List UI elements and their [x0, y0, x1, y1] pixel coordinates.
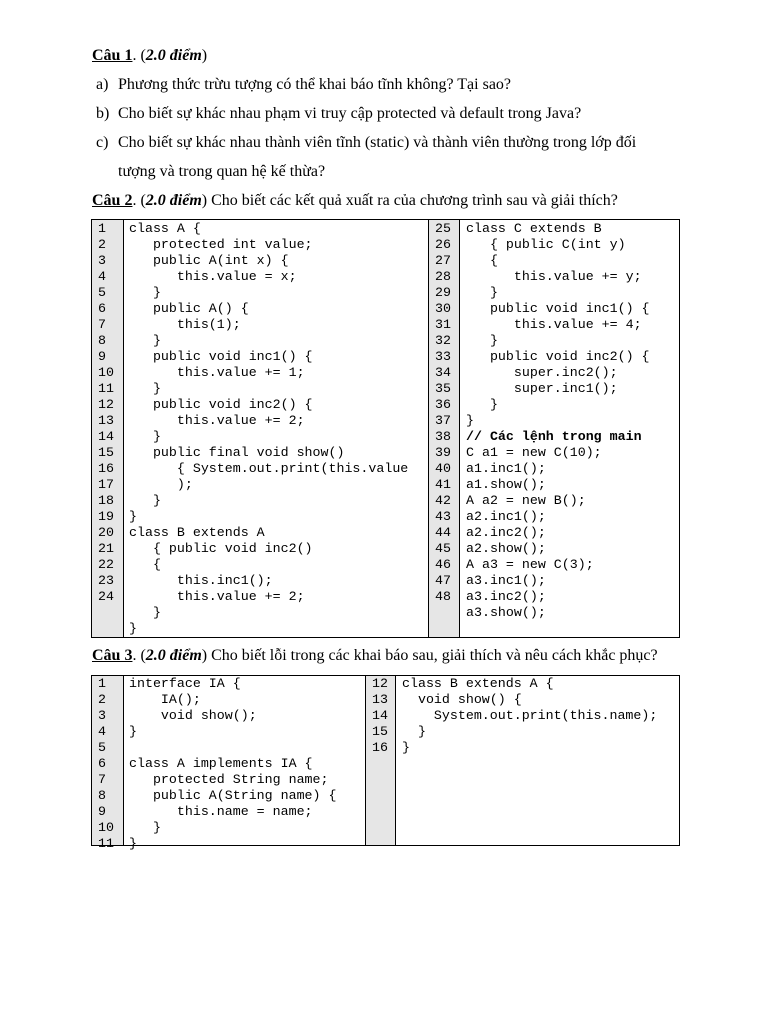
line-number: 30 — [435, 301, 451, 316]
line-number: 16 — [98, 461, 114, 476]
question-prompt: Cho biết các kết quả xuất ra của chương trình sau và giải thích? — [211, 192, 618, 209]
line-number: 14 — [98, 429, 114, 444]
line-number: 15 — [372, 724, 388, 739]
code-listing-left — [129, 221, 408, 637]
code-line: // Các lệnh trong main — [466, 429, 642, 444]
question-2-heading: Câu 2. (2.0 điểm) Cho biết các kết quả xuất ra của chương trình sau và giải thích? — [92, 192, 618, 209]
line-number: 1 — [98, 221, 106, 236]
code-line: IA(); — [129, 692, 201, 707]
line-number: 16 — [372, 740, 388, 755]
line-number: 23 — [98, 573, 114, 588]
code-line: a1.show(); — [466, 477, 546, 492]
line-numbers-right — [435, 221, 451, 605]
code-line: } — [129, 493, 161, 508]
code-line: this.inc1(); — [129, 573, 273, 588]
code-line: } — [466, 413, 474, 428]
question-number: Câu 2 — [92, 192, 133, 209]
code-line: class A { — [129, 221, 201, 236]
code-line: a3.inc1(); — [466, 573, 546, 588]
code-line: a2.show(); — [466, 541, 546, 556]
code-line: } — [129, 605, 161, 620]
code-line: this.value += y; — [466, 269, 642, 284]
code-line: public void inc1() { — [129, 349, 313, 364]
line-number: 9 — [98, 804, 106, 819]
line-number: 1 — [98, 676, 106, 691]
line-numbers-left — [98, 676, 114, 852]
line-number: 44 — [435, 525, 451, 540]
code-line: public void inc2() { — [129, 397, 313, 412]
code-line: this.value += 2; — [129, 413, 305, 428]
code-line: this.value += 1; — [129, 365, 305, 380]
line-number: 32 — [435, 333, 451, 348]
code-line: void show(); — [129, 708, 257, 723]
code-line: } — [466, 285, 498, 300]
line-number: 7 — [98, 772, 106, 787]
code-line: { public void inc2() — [129, 541, 313, 556]
code-line: super.inc1(); — [466, 381, 618, 396]
line-number: 3 — [98, 253, 106, 268]
line-numbers-left — [98, 221, 114, 605]
code-line: this.name = name; — [129, 804, 313, 819]
code-line: a3.show(); — [466, 605, 546, 620]
code-line: class B extends A — [129, 525, 265, 540]
line-number: 4 — [98, 724, 106, 739]
line-number: 31 — [435, 317, 451, 332]
line-number: 13 — [98, 413, 114, 428]
code-line: } — [129, 285, 161, 300]
column-divider — [459, 220, 460, 637]
code-line: this(1); — [129, 317, 241, 332]
line-number: 11 — [98, 836, 114, 851]
code-line: } — [129, 333, 161, 348]
line-number: 10 — [98, 820, 114, 835]
code-line: } — [466, 333, 498, 348]
line-number: 47 — [435, 573, 451, 588]
item-text: Cho biết sự khác nhau phạm vi truy cập protected và default trong Java? — [118, 105, 582, 122]
line-number: 13 — [372, 692, 388, 707]
question-number: Câu 1 — [92, 47, 133, 64]
item-text-continued: tượng và trong quan hệ kế thừa? — [118, 163, 326, 180]
code-line: a2.inc1(); — [466, 509, 546, 524]
code-line: } — [129, 724, 137, 739]
code-line: public final void show() — [129, 445, 345, 460]
code-listing-right — [402, 676, 657, 756]
line-number: 45 — [435, 541, 451, 556]
code-line: interface IA { — [129, 676, 241, 691]
line-number: 36 — [435, 397, 451, 412]
code-listing-left — [129, 676, 336, 852]
code-listing-right — [466, 221, 650, 621]
code-line: } — [402, 724, 426, 739]
line-number: 10 — [98, 365, 114, 380]
line-number: 8 — [98, 333, 106, 348]
code-line: public A() { — [129, 301, 249, 316]
line-number: 2 — [98, 692, 106, 707]
code-line: public A(int x) { — [129, 253, 289, 268]
line-number: 9 — [98, 349, 106, 364]
item-label: a) — [96, 76, 109, 93]
line-number: 42 — [435, 493, 451, 508]
code-line: } — [466, 397, 498, 412]
code-line: a3.inc2(); — [466, 589, 546, 604]
line-number: 40 — [435, 461, 451, 476]
code-line: this.value += 2; — [129, 589, 305, 604]
question-3-heading: Câu 3. (2.0 điểm) Cho biết lỗi trong các khai báo sau, giải thích và nêu cách khắc phục? — [92, 647, 658, 664]
line-number: 21 — [98, 541, 114, 556]
code-line: public void inc2() { — [466, 349, 650, 364]
question-number: Câu 3 — [92, 647, 133, 664]
line-number: 48 — [435, 589, 451, 604]
code-line — [129, 740, 336, 756]
question-prompt: Cho biết lỗi trong các khai báo sau, giải thích và nêu cách khắc phục? — [211, 647, 658, 664]
line-number: 24 — [98, 589, 114, 604]
line-number: 6 — [98, 756, 106, 771]
code-line: { — [129, 557, 161, 572]
question-1-heading: Câu 1. (2.0 điểm) — [92, 47, 208, 64]
line-number: 46 — [435, 557, 451, 572]
line-number: 35 — [435, 381, 451, 396]
code-line: protected int value; — [129, 237, 313, 252]
code-line: class C extends B — [466, 221, 602, 236]
line-number: 20 — [98, 525, 114, 540]
code-line: { public C(int y) — [466, 237, 626, 252]
line-number: 34 — [435, 365, 451, 380]
line-number: 3 — [98, 708, 106, 723]
code-line: a1.inc1(); — [466, 461, 546, 476]
line-number: 8 — [98, 788, 106, 803]
question-3-code-table — [91, 675, 680, 851]
line-number: 39 — [435, 445, 451, 460]
line-number: 4 — [98, 269, 106, 284]
code-line: public void inc1() { — [466, 301, 650, 316]
line-number: 15 — [98, 445, 114, 460]
code-line: ); — [129, 477, 193, 492]
line-number: 38 — [435, 429, 451, 444]
code-line: protected String name; — [129, 772, 329, 787]
question-2-code-table — [91, 219, 680, 638]
code-line: } — [129, 429, 161, 444]
column-divider — [395, 676, 396, 845]
line-number: 29 — [435, 285, 451, 300]
code-line: a2.inc2(); — [466, 525, 546, 540]
line-number: 19 — [98, 509, 114, 524]
column-divider — [123, 220, 124, 637]
line-number: 2 — [98, 237, 106, 252]
line-number: 33 — [435, 349, 451, 364]
line-number: 11 — [98, 381, 114, 396]
line-number: 7 — [98, 317, 106, 332]
code-line: } — [129, 509, 137, 524]
line-number: 6 — [98, 301, 106, 316]
line-number: 12 — [98, 397, 114, 412]
code-line: } — [129, 381, 161, 396]
code-line: { — [466, 253, 498, 268]
code-line: A a2 = new B(); — [466, 493, 586, 508]
code-line: { System.out.print(this.value — [129, 461, 409, 476]
line-number: 22 — [98, 557, 114, 572]
code-line: class B extends A { — [402, 676, 554, 691]
item-text: Cho biết sự khác nhau thành viên tĩnh (static) và thành viên thường trong lớp đối — [118, 134, 637, 151]
line-number: 12 — [372, 676, 388, 691]
code-line: C a1 = new C(10); — [466, 445, 602, 460]
code-line: public A(String name) { — [129, 788, 337, 803]
line-number: 17 — [98, 477, 114, 492]
line-number: 25 — [435, 221, 451, 236]
code-line: } — [402, 740, 410, 755]
line-number: 37 — [435, 413, 451, 428]
line-number: 5 — [98, 285, 106, 300]
code-line: } — [129, 836, 137, 851]
code-line: A a3 = new C(3); — [466, 557, 594, 572]
question-points: 2.0 điểm — [145, 47, 202, 64]
code-line: super.inc2(); — [466, 365, 618, 380]
code-line: void show() { — [402, 692, 522, 707]
line-number: 26 — [435, 237, 451, 252]
code-line: } — [129, 621, 137, 636]
item-label: c) — [96, 134, 109, 151]
item-text: Phương thức trừu tượng có thể khai báo tĩnh không? Tại sao? — [118, 76, 512, 93]
code-line: } — [129, 820, 161, 835]
column-divider — [123, 676, 124, 845]
line-number: 28 — [435, 269, 451, 284]
line-number: 5 — [98, 740, 106, 755]
question-points: 2.0 điểm — [145, 192, 202, 209]
line-number: 18 — [98, 493, 114, 508]
code-line: this.value = x; — [129, 269, 297, 284]
line-number: 27 — [435, 253, 451, 268]
item-label: b) — [96, 105, 110, 122]
code-line: System.out.print(this.name); — [402, 708, 658, 723]
line-number: 41 — [435, 477, 451, 492]
question-points: 2.0 điểm — [145, 647, 202, 664]
code-line: this.value += 4; — [466, 317, 642, 332]
code-line: class A implements IA { — [129, 756, 313, 771]
line-numbers-right — [372, 676, 388, 756]
line-number: 43 — [435, 509, 451, 524]
line-number: 14 — [372, 708, 388, 723]
